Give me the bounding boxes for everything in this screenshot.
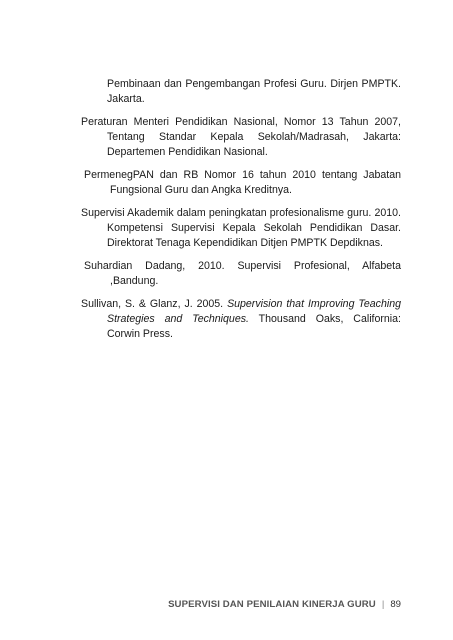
reference-publisher: Thousand Oaks, California: Corwin Press.	[107, 313, 401, 340]
reference-entry	[81, 297, 401, 342]
reference-title-italic: Supervision that Improving Teaching Strategies and Techniques.	[107, 298, 401, 325]
reference-entry: Peraturan Menteri Pendidikan Nasional, Nomor 13 Tahun 2007, Tentang Standar Kepala Sekolah/Madrasah, Jakarta: Departemen Pendidikan Nasional.	[81, 116, 401, 158]
page-number: 89	[390, 599, 401, 610]
page-footer	[168, 599, 401, 610]
reference-entry: Supervisi Akademik dalam peningkatan profesionalisme guru. 2010. Kompetensi Supervisi Kepala Sekolah Pendidikan Dasar. Direktorat Tenaga Kependidikan Ditjen PMPTK Depdiknas.	[81, 207, 401, 249]
footer-title: SUPERVISI DAN PENILAIAN KINERJA GURU	[168, 599, 376, 610]
reference-author: Sullivan, S. & Glanz, J. 2005.	[81, 298, 228, 310]
reference-entry: Pembinaan dan Pengembangan Profesi Guru. Dirjen PMPTK. Jakarta.	[107, 78, 401, 105]
reference-list	[81, 77, 401, 350]
footer-separator: |	[381, 599, 385, 610]
reference-entry: Suhardian Dadang, 2010. Supervisi Profesional, Alfabeta ,Bandung.	[84, 260, 401, 287]
reference-entry: PermenegPAN dan RB Nomor 16 tahun 2010 tentang Jabatan Fungsional Guru dan Angka Kreditnya.	[84, 169, 401, 196]
